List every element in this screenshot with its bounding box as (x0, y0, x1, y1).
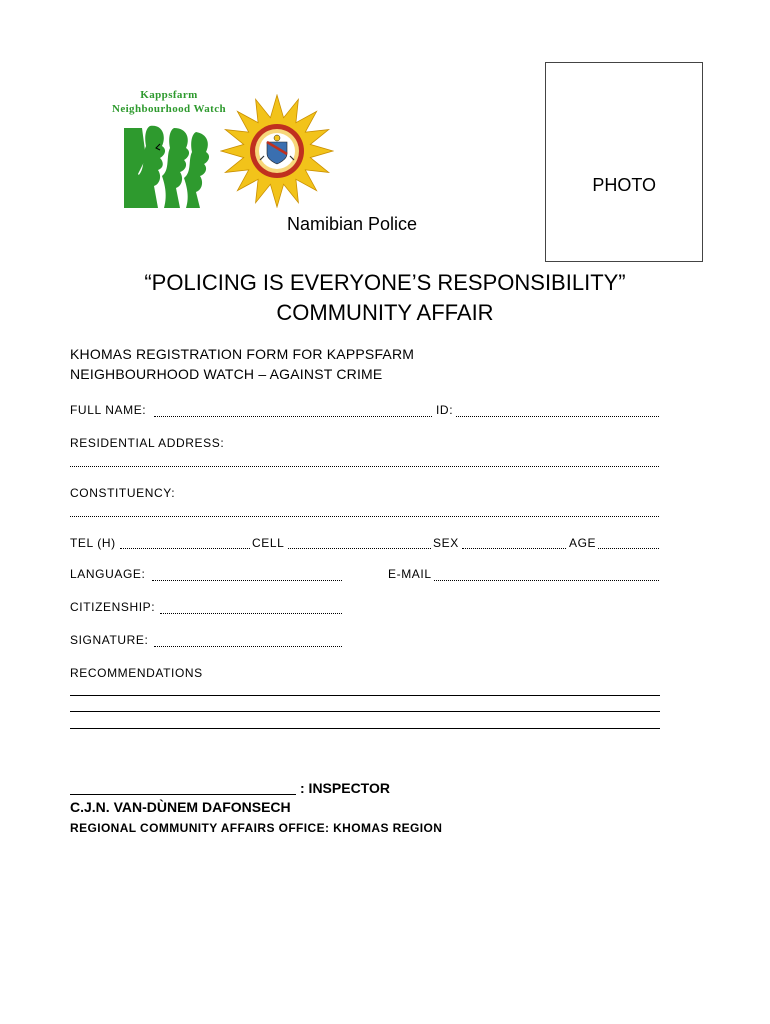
neighbourhood-watch-subtitle: Neighbourhood Watch (111, 103, 227, 115)
constituency-field[interactable] (70, 506, 659, 517)
namibian-police-label: Namibian Police (287, 214, 418, 234)
id-label: ID: (436, 403, 454, 417)
sex-field[interactable] (462, 538, 566, 549)
form-title-line1: KHOMAS REGISTRATION FORM FOR KAPPSFARM (70, 346, 415, 362)
residential-address-label: RESIDENTIAL ADDRESS: (70, 436, 225, 450)
neighbourhood-watch-faces-icon (120, 122, 220, 212)
age-field[interactable] (598, 538, 659, 549)
recommendations-line-2[interactable] (70, 711, 660, 712)
email-label: E-MAIL (388, 567, 432, 581)
tel-home-field[interactable] (120, 538, 250, 549)
recommendations-label: RECOMMENDATIONS (70, 666, 203, 680)
id-field[interactable] (456, 406, 659, 417)
tel-home-label: TEL (H) (70, 536, 116, 550)
residential-address-field[interactable] (70, 456, 659, 467)
inspector-signature-line[interactable] (70, 794, 296, 795)
cell-field[interactable] (288, 538, 431, 549)
signature-label: SIGNATURE: (70, 633, 149, 647)
inspector-title: : INSPECTOR (300, 780, 390, 796)
regional-office: REGIONAL COMMUNITY AFFAIRS OFFICE: KHOMAS REGION (70, 821, 443, 835)
language-field[interactable] (152, 570, 342, 581)
citizenship-label: CITIZENSHIP: (70, 600, 156, 614)
recommendations-line-1[interactable] (70, 695, 660, 696)
email-field[interactable] (434, 570, 659, 581)
full-name-label: FULL NAME: (70, 403, 147, 417)
neighbourhood-watch-title (108, 88, 230, 116)
namibian-police-star-badge-icon (220, 94, 334, 208)
community-affair-heading: COMMUNITY AFFAIR (276, 300, 494, 325)
constituency-label: CONSTITUENCY: (70, 486, 176, 500)
full-name-field[interactable] (154, 406, 432, 417)
language-label: LANGUAGE: (70, 567, 146, 581)
signature-field[interactable] (154, 636, 342, 647)
neighbourhood-watch-name: Kappsfarm (140, 89, 198, 101)
cell-label: CELL (252, 536, 285, 550)
officer-name: C.J.N. VAN-DÙNEM DAFONSECH (70, 799, 291, 815)
photo-box[interactable] (545, 62, 703, 262)
age-label: AGE (569, 536, 597, 550)
motto-heading: “POLICING IS EVERYONE’S RESPONSIBILITY” (144, 270, 626, 295)
form-title-line2: NEIGHBOURHOOD WATCH – AGAINST CRIME (70, 366, 383, 382)
sex-label: SEX (433, 536, 459, 550)
photo-label: PHOTO (592, 175, 656, 195)
citizenship-field[interactable] (160, 603, 342, 614)
recommendations-line-3[interactable] (70, 728, 660, 729)
